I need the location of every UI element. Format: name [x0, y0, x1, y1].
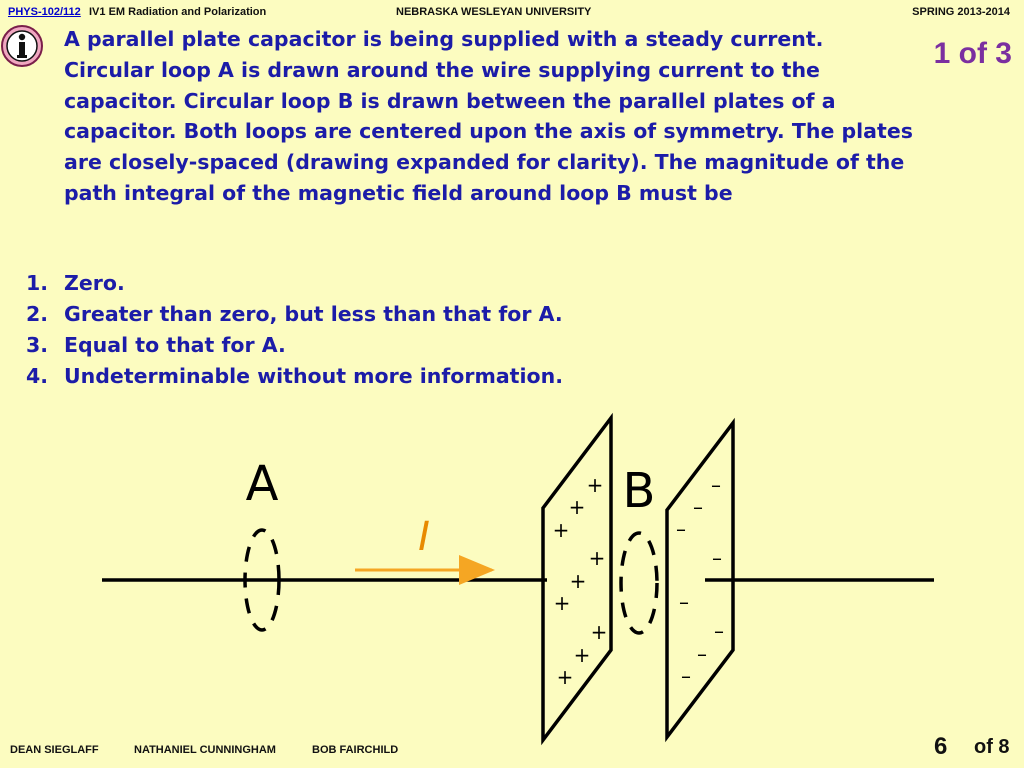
- info-icon[interactable]: [0, 22, 48, 70]
- slide-counter: 1 of 3: [933, 37, 1012, 70]
- slide-footer: [0, 733, 1024, 768]
- term-label: SPRING 2013-2014: [912, 6, 1010, 18]
- label-b: B: [622, 463, 656, 519]
- answer-choices: [26, 268, 563, 392]
- plus-charge: +: [573, 643, 591, 667]
- minus-charge: –: [697, 642, 707, 666]
- minus-charge: –: [676, 517, 686, 541]
- plus-charge: +: [590, 620, 608, 644]
- author-name: BOB FAIRCHILD: [312, 744, 399, 756]
- positive-plate: [543, 418, 611, 740]
- answer-choice[interactable]: 4. Undeterminable without more information.: [26, 364, 563, 388]
- answer-choice[interactable]: 1. Zero.: [26, 271, 125, 295]
- current-label: I: [418, 514, 430, 560]
- author-name: NATHANIEL CUNNINGHAM: [134, 744, 276, 756]
- minus-charge: –: [681, 664, 691, 688]
- answer-choice[interactable]: 2. Greater than zero, but less than that for A.: [26, 302, 563, 326]
- course-link[interactable]: PHYS-102/112: [8, 6, 81, 18]
- author-name: DEAN SIEGLAFF: [10, 744, 99, 756]
- minus-charge: –: [714, 619, 724, 643]
- question-text: A parallel plate capacitor is being supplied with a steady current. Circular loop A is drawn around the wire supplying current to the capacitor. Circular loop B is drawn between the parallel plates of a capacitor. Both loops are centered upon the axis of symmetry. The plates are closely-spaced (drawing expanded for clarity). The magnitude of the path integral of the magnetic field around loop B must be: [64, 27, 913, 205]
- plus-charge: +: [588, 546, 606, 570]
- negative-plate: [667, 423, 733, 737]
- minus-charge: –: [711, 473, 721, 497]
- page-total: of 8: [974, 736, 1010, 758]
- plus-charge: +: [586, 473, 604, 497]
- plus-charge: +: [552, 518, 570, 542]
- minus-charge: –: [679, 590, 689, 614]
- page-number: 6: [934, 733, 948, 760]
- loop-a: [245, 530, 279, 630]
- minus-charges: [676, 473, 724, 688]
- answer-choice[interactable]: 3. Equal to that for A.: [26, 333, 286, 357]
- minus-charge: –: [712, 546, 722, 570]
- plus-charge: +: [568, 495, 586, 519]
- loop-b: [621, 533, 657, 633]
- plus-charge: +: [556, 665, 574, 689]
- label-a: A: [245, 456, 279, 512]
- slide-header: [0, 5, 1024, 21]
- plus-charge: +: [569, 569, 587, 593]
- university-name: NEBRASKA WESLEYAN UNIVERSITY: [396, 6, 592, 18]
- plus-charges: [553, 473, 608, 689]
- minus-charge: –: [693, 495, 703, 519]
- lecture-title: IV1 EM Radiation and Polarization: [89, 6, 267, 18]
- plus-charge: +: [553, 591, 571, 615]
